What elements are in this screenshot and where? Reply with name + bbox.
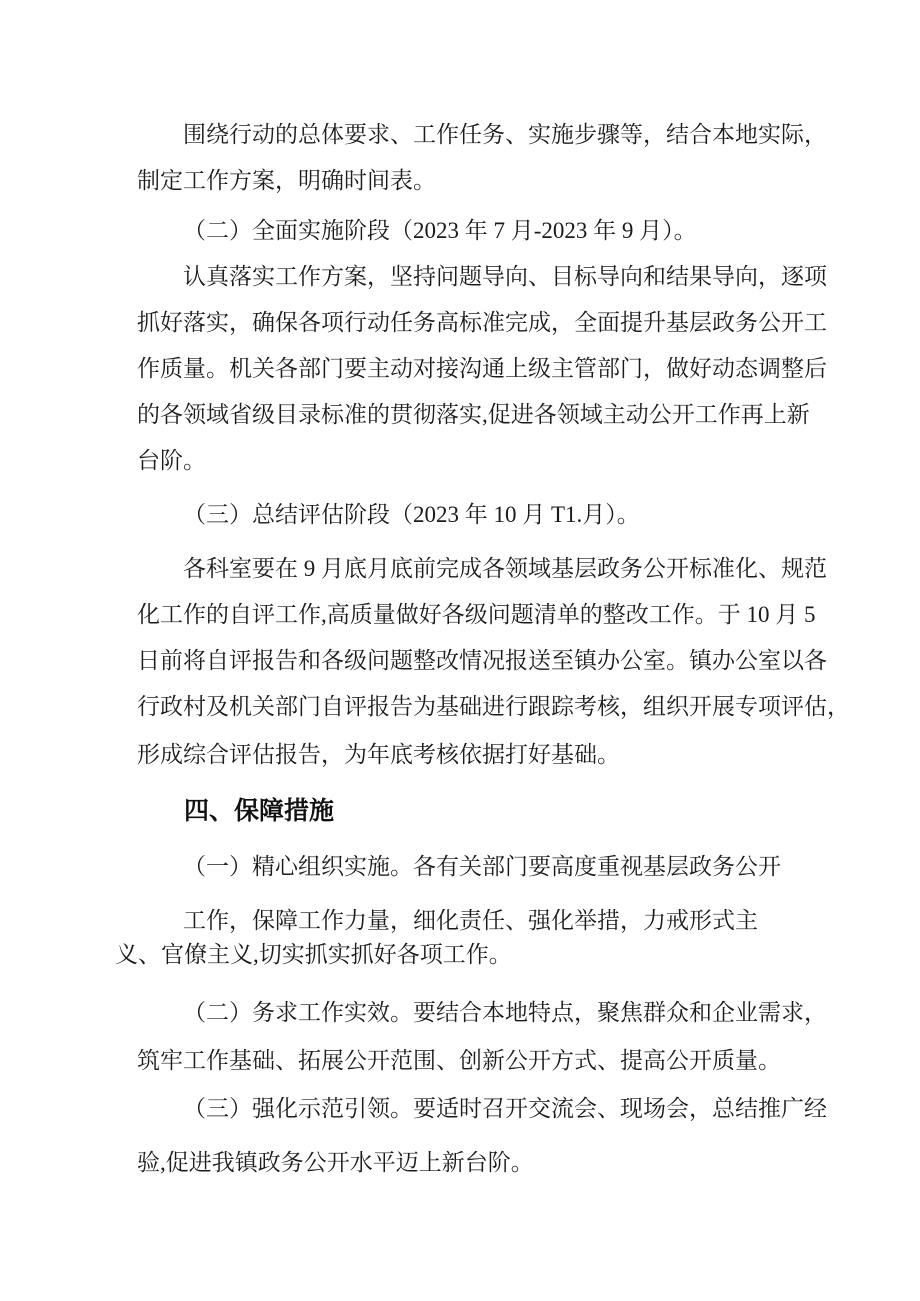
stage-heading-line: （三）总结评估阶段（2023 年 10 月 T1.月）。 bbox=[183, 502, 640, 527]
text-line: 筑牢工作基础、拓展公开范围、创新公开方式、提高公开质量。 bbox=[137, 1048, 781, 1073]
section-heading: 四、保障措施 bbox=[184, 797, 335, 825]
text-line: 认真落实工作方案，坚持问题导向、目标导向和结果导向，逐项 bbox=[183, 264, 827, 289]
text-line: 制定工作方案，明确时间表。 bbox=[137, 168, 436, 193]
text-line: 作质量。机关各部门要主动对接沟通上级主管部门，做好动态调整后 bbox=[137, 356, 827, 381]
text-line-tight: 义、官僚主义,切实抓实抓好各项工作。 bbox=[115, 942, 512, 967]
text-line: 日前将自评报告和各级问题整改情况报送至镇办公室。镇办公室以各 bbox=[137, 648, 827, 673]
text-line: 化工作的自评工作,高质量做好各级问题清单的整改工作。于 10 月 5 bbox=[137, 602, 816, 627]
stage-heading-line: （二）全面实施阶段（2023 年 7 月-2023 年 9 月）。 bbox=[183, 218, 697, 243]
text-line: 行政村及机关部门自评报告为基础进行跟踪考核，组织开展专项评估， bbox=[137, 694, 850, 719]
text-line: 抓好落实，确保各项行动任务高标准完成，全面提升基层政务公开工 bbox=[137, 310, 827, 335]
text-line: （一）精心组织实施。各有关部门要高度重视基层政务公开 bbox=[183, 854, 781, 879]
text-line: 各科室要在 9 月底月底前完成各领域基层政务公开标准化、规范 bbox=[183, 556, 827, 581]
text-line: 形成综合评估报告，为年底考核依据打好基础。 bbox=[137, 742, 620, 767]
text-line-tight: 工作，保障工作力量，细化责任、强化举措，力戒形式主 bbox=[183, 908, 758, 933]
text-line: （三）强化示范引领。要适时召开交流会、现场会，总结推广经 bbox=[183, 1096, 827, 1121]
text-line: 的各领域省级目录标准的贯彻落实,促进各领域主动公开工作再上新 bbox=[137, 402, 810, 427]
text-line: 围绕行动的总体要求、工作任务、实施步骤等，结合本地实际， bbox=[183, 122, 827, 147]
text-line: 台阶。 bbox=[137, 448, 206, 473]
text-line: 验,促进我镇政务公开水平迈上新台阶。 bbox=[137, 1150, 534, 1175]
text-line: （二）务求工作实效。要结合本地特点，聚焦群众和企业需求， bbox=[183, 1000, 827, 1025]
